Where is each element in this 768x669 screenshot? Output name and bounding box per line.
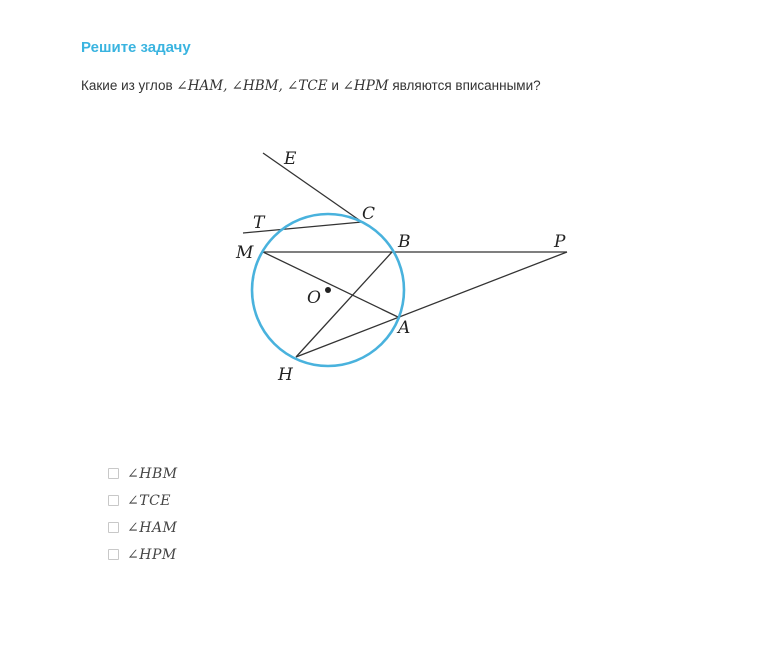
question-angles: ∠HAM, ∠HBM, ∠TCE — [176, 78, 328, 94]
label-p: P — [554, 232, 566, 252]
checkbox[interactable] — [108, 495, 119, 506]
checkbox[interactable] — [108, 549, 119, 560]
question-prefix: Какие из углов — [81, 78, 177, 93]
center-point — [325, 287, 331, 293]
question-suffix: являются вписанными? — [388, 78, 541, 93]
label-b: B — [398, 232, 411, 252]
question-last-angle: ∠HPM — [342, 78, 389, 94]
option-label: ∠HPM — [127, 546, 177, 563]
task-heading: Решите задачу — [81, 39, 191, 56]
label-h: H — [278, 365, 293, 385]
checkbox[interactable] — [108, 522, 119, 533]
label-o: O — [307, 288, 321, 308]
option-ham[interactable] — [108, 514, 178, 541]
answer-options — [108, 460, 178, 568]
question-and: и — [327, 78, 343, 93]
option-hbm[interactable] — [108, 460, 178, 487]
option-hpm[interactable] — [108, 541, 178, 568]
segment-h-p — [296, 252, 567, 357]
option-tce[interactable] — [108, 487, 178, 514]
option-label: ∠TCE — [127, 492, 171, 509]
segment-m-a — [263, 252, 400, 318]
label-e: E — [284, 149, 297, 169]
checkbox[interactable] — [108, 468, 119, 479]
label-t: T — [253, 213, 265, 233]
option-label: ∠HBM — [127, 465, 178, 482]
option-label: ∠HAM — [127, 519, 178, 536]
label-c: C — [362, 204, 376, 224]
label-m: M — [236, 243, 254, 263]
segment-e-c — [263, 153, 362, 222]
label-a: A — [398, 318, 411, 338]
